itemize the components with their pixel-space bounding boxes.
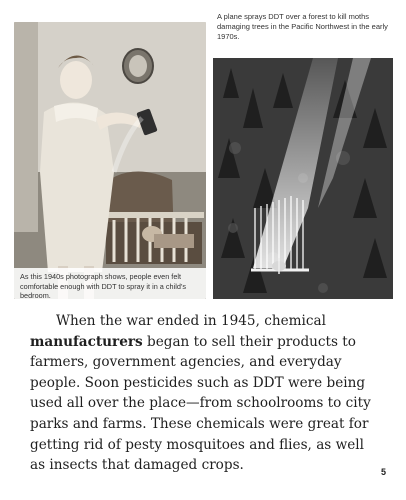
bedroom-photo-caption: As this 1940s photograph shows, people even felt comfortable enough with DDT to spray it in a child’s bedroom.	[14, 268, 206, 299]
bedroom-illustration	[14, 22, 206, 299]
bedroom-photo	[14, 22, 206, 299]
forest-spray-photo	[213, 58, 393, 299]
page-number: 5	[381, 467, 387, 477]
glossary-term: manufacturers	[30, 333, 143, 350]
body-text-start: When the war ended in 1945, chemical	[56, 313, 326, 329]
body-paragraph	[30, 311, 382, 476]
forest-spray-illustration	[213, 58, 393, 299]
forest-photo-caption: A plane sprays DDT over a forest to kill moths damaging trees in the Pacific Northwest in the early 1970s.	[217, 12, 388, 41]
body-text-rest: began to sell their products to farmers, government agencies, and everyday people. Soon pesticides such as DDT were being used all over the place—from schoolrooms to city parks and farms. These chemicals were great for getting rid of pesty mosquitoes and flies, as well as insects that damaged crops.	[30, 333, 371, 474]
